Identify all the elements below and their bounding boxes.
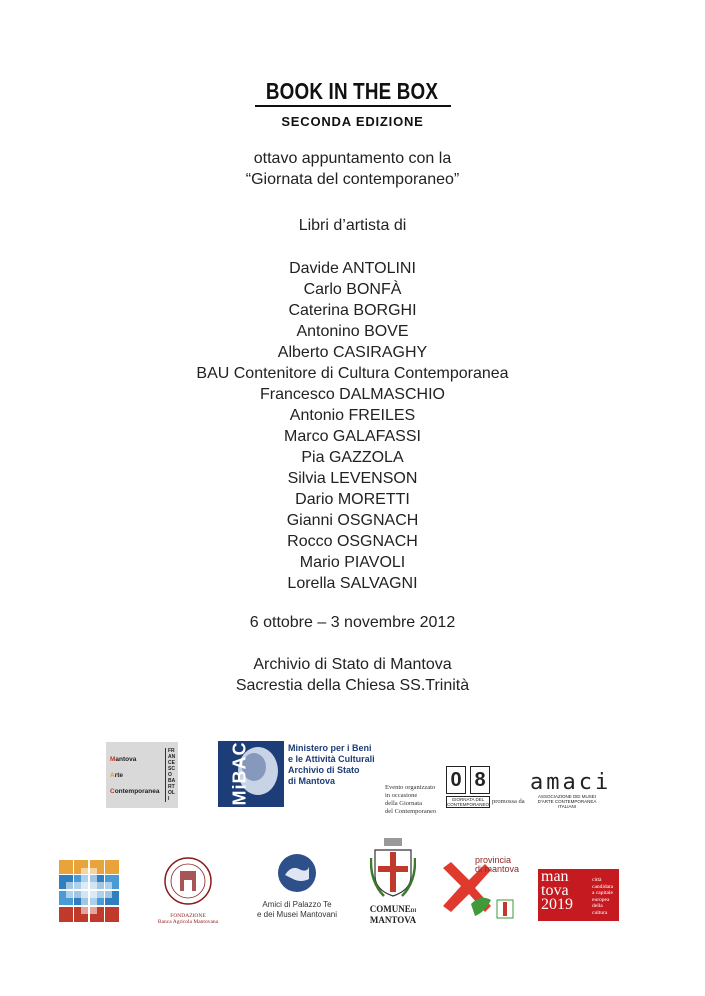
medallion-icon <box>277 853 317 893</box>
header <box>0 78 705 129</box>
venue-line: Sacrestia della Chiesa SS.Trinità <box>235 677 470 694</box>
event-dates: 6 ottobre – 3 novembre 2012 <box>249 614 456 631</box>
artist-name: Lorella SALVAGNI <box>287 575 418 592</box>
artist-name: Antonino BOVE <box>296 323 409 340</box>
artists-list <box>0 258 705 594</box>
comune-mantova-logo <box>364 838 422 926</box>
mibac-text: Ministero per i Beni e le Attività Culturali Archivio di Stato di Mantova <box>288 743 375 786</box>
amici-palazzo-te-logo <box>250 853 344 923</box>
mibac-mark: MiBAC <box>218 741 284 807</box>
mac-logo-divider <box>165 748 166 802</box>
artists-heading: Libri d’artista di <box>298 217 407 234</box>
mac-logo-line: Contemporanea <box>110 788 160 795</box>
artist-name: Carlo BONFÀ <box>303 281 402 298</box>
title-underline <box>255 105 451 107</box>
artist-name: Dario MORETTI <box>295 491 410 508</box>
fondazione-name: FONDAZIONE Banca Agricola Mantovana <box>157 913 219 925</box>
artist-name: Alberto CASIRAGHY <box>277 344 428 361</box>
intro-line: ottavo appuntamento con la <box>253 150 452 167</box>
mac-logo-line: Arte <box>110 772 124 779</box>
mantova-2019-caption: città candidata a capitale europea della cultura <box>592 877 614 916</box>
giornata-contemporaneo-logo: 0 8 GIORNATA DEL CONTEMPORANEO <box>446 766 490 808</box>
artist-name: Gianni OSGNACH <box>286 512 419 529</box>
artist-name: Silvia LEVENSON <box>287 470 418 487</box>
mac-logo-line: Mantova <box>110 756 137 763</box>
artist-name: Rocco OSGNACH <box>287 533 418 550</box>
provincia-name: provincia di mantova <box>475 855 520 874</box>
intro-block <box>0 148 705 190</box>
venue-line: Archivio di Stato di Mantova <box>253 656 452 673</box>
artist-name: Davide ANTOLINI <box>289 260 416 277</box>
artist-name: Mario PIAVOLI <box>299 554 406 571</box>
intro-line: “Giornata del contemporaneo” <box>245 171 460 188</box>
mac-logo-vertical-text: FRANCESCO BARTOLI <box>168 748 176 802</box>
cross-mosaic-logo <box>59 860 119 922</box>
promossa-label: promossa da <box>492 798 525 805</box>
provincia-mantova-logo <box>441 856 521 922</box>
artist-name: Marco GALAFASSI <box>284 428 421 445</box>
venue-block <box>0 654 705 696</box>
coat-of-arms-icon <box>370 838 416 900</box>
amaci-logo: amaci ASSOCIAZIONE DEI MUSEI D'ARTE CONTEMPORANEA ITALIANI <box>530 770 612 809</box>
artist-name: Francesco DALMASCHIO <box>260 386 445 403</box>
mac-logo <box>106 742 178 808</box>
page-title: BOOK IN THE BOX <box>266 78 439 104</box>
mantova-2019-logo <box>538 869 619 921</box>
mantova-2019-wordmark: man tova 2019 <box>541 868 573 913</box>
mibac-logo <box>218 741 386 807</box>
artist-name: Antonio FREILES <box>289 407 416 424</box>
fondazione-logo <box>141 856 235 925</box>
evento-note: Evento organizzato in occasione della Giornata del Contemporaneo <box>385 784 437 815</box>
artist-name: Pia GAZZOLA <box>301 449 404 466</box>
mosaic-icon <box>59 860 119 922</box>
seal-icon <box>163 856 213 906</box>
comune-name: COMUNEDI MANTOVA <box>369 904 417 925</box>
amici-name: Amici di Palazzo Te e dei Musei Mantovani <box>256 900 338 919</box>
page-subtitle: SECONDA EDIZIONE <box>281 114 424 129</box>
artist-name: Caterina BORGHI <box>288 302 417 319</box>
head-icon <box>218 741 284 807</box>
artist-name: BAU Contenitore di Cultura Contemporanea <box>196 365 509 382</box>
